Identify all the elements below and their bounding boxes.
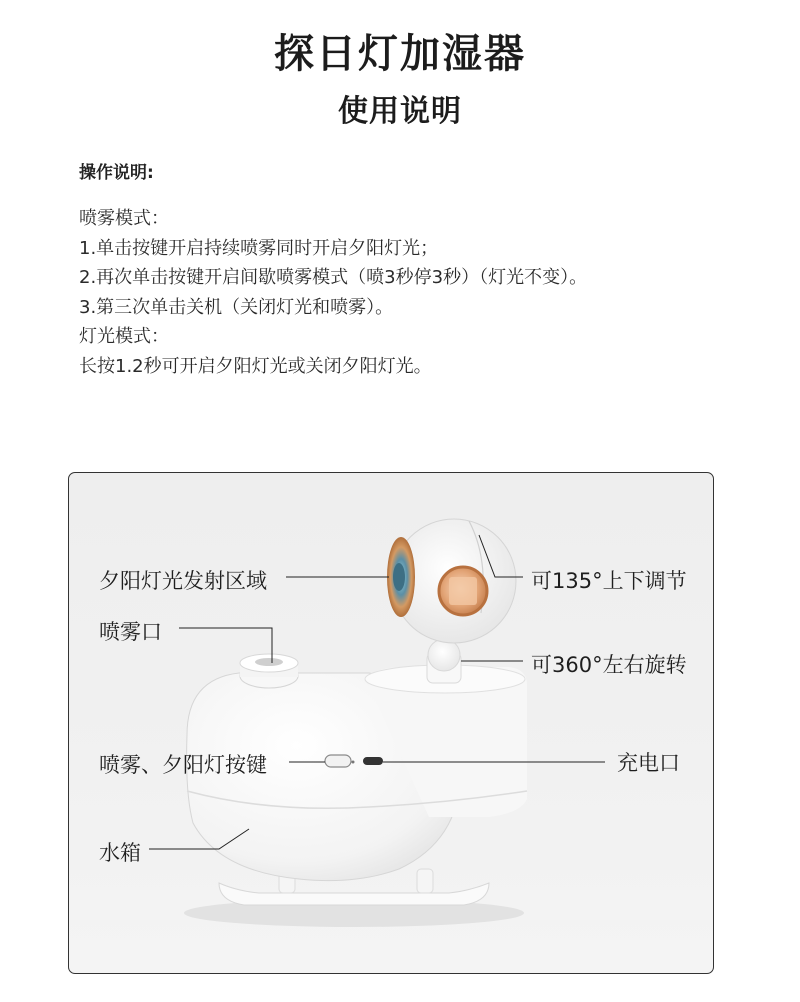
page-title: 探日灯加湿器 (274, 31, 526, 77)
copper-ring-window (449, 577, 477, 605)
product-diagram-panel (68, 472, 714, 974)
instruction-line: 长按1.2秒可开启夕阳灯光或关闭夕阳灯光。 (79, 355, 432, 377)
instruction-line: 1.单击按键开启持续喷雾同时开启夕阳灯光； (79, 237, 439, 259)
label-water-tank: 水箱 (99, 841, 141, 865)
instruction-line: 灯光模式： (79, 326, 169, 347)
label-mist-outlet: 喷雾口 (99, 620, 162, 644)
label-charging-port: 充电口 (617, 751, 680, 775)
indicator-dot (352, 761, 355, 764)
instructions-heading: 操作说明: (79, 163, 154, 183)
mist-outlet-hole (255, 658, 283, 666)
instructions-list (79, 204, 587, 381)
projector-lens-core (393, 563, 405, 591)
rocker-base (219, 883, 489, 905)
label-rotate-360: 可360°左右旋转 (531, 653, 687, 677)
label-adjust-135: 可135°上下调节 (531, 569, 687, 593)
instruction-line: 2.再次单击按键开启间歇喷雾模式（喷3秒停3秒）（灯光不变）。 (79, 267, 588, 288)
rotation-pivot (428, 639, 460, 671)
rocker-leg (417, 869, 433, 893)
usb-c-port (363, 757, 383, 765)
humidifier-illustration (69, 473, 713, 973)
power-button (325, 755, 351, 767)
label-button: 喷雾、夕阳灯按键 (99, 753, 267, 777)
instruction-line: 3.第三次单击关机（关闭灯光和喷雾）。 (79, 296, 394, 318)
page-subtitle: 使用说明 (338, 94, 462, 129)
instruction-line: 喷雾模式： (79, 208, 169, 229)
label-light-area: 夕阳灯光发射区域 (99, 569, 267, 593)
